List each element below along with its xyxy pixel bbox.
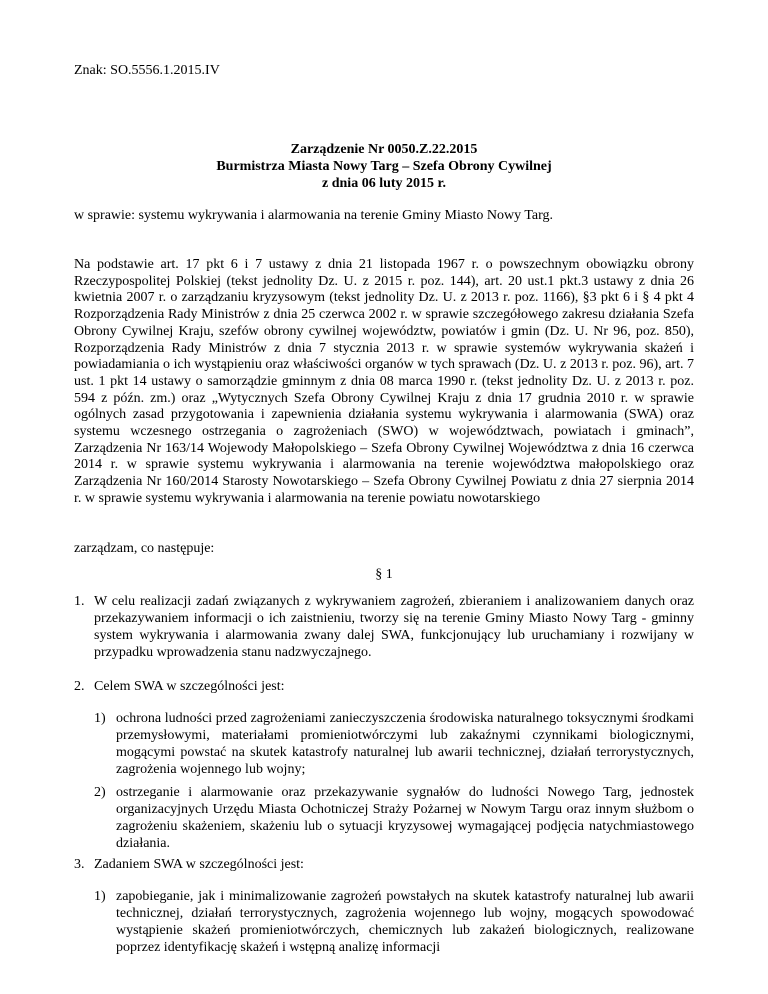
item-text: W celu realizacji zadań związanych z wykrywaniem zagrożeń, zbieraniem i analizowaniem danych oraz przekazywaniem informacji o ich zaistnieniu, tworzy się na terenie Gminy Miasto Nowy Targ - gminny system wykrywania i alarmowania zwany dalej SWA, funkcjonujący lub uruchamiany i rozwijany w przypadku wprowadzenia stanu nadzwyczajnego. — [94, 594, 694, 660]
title-line-3: z dnia 06 luty 2015 r. — [322, 176, 446, 191]
item-number: 3. — [74, 857, 85, 872]
legal-basis: Na podstawie art. 17 pkt 6 i 7 ustawy z dnia 21 listopada 1967 r. o powszechnym obowiązku obrony Rzeczypospolitej Polskiej (tekst jednolity Dz. U. z 2015 r. poz. 144), art. 20 ust.1 pkt.3 ustawy z dnia 26 kwietnia 2007 r. o zarządzaniu kryzysowym (tekst jednolity Dz. U. z 2013 r. poz. 1166), §3 pkt 6 i § 4 pkt 4 Rozporządzenia Rady Ministrów z dnia 25 czerwca 2002 r. w sprawie szczegółowego zakresu działania Szefa Obrony Cywilnej Kraju, szefów obrony cywilnej województw, powiatów i gmin (Dz. U. Nr 96, poz. 850), Rozporządzenia Rady Ministrów z dnia 7 stycznia 2013 r. w sprawie systemów wykrywania skażeń i powiadamiania o ich wystąpieniu oraz właściwości organów w tych sprawach (Dz. U. z 2013 r. poz. 96), art. 7 ust. 1 pkt 14 ustawy o samorządzie gminnym z dnia 08 marca 1990 r. (tekst jednolity Dz. U. z 2013 r. poz. 594 z późn. zm.) oraz „Wytycznych Szefa Obrony Cywilnej Kraju z dnia 17 grudnia 2010 r. w sprawie ogólnych zasad przygotowania i zapewnienia działania systemu wykrywania i alarmowania (SWA) oraz systemu wczesnego ostrzegania o zagrożeniach (SWO) w województwach, powiatach i gminach”, Zarządzenia Nr 163/14 Wojewody Małopolskiego – Szefa Obrony Cywilnej Województwa z dnia 16 czerwca 2014 r. w sprawie systemu wykrywania i alarmowania na terenie województwa małopolskiego oraz Zarządzenia Nr 160/2014 Starosty Nowotarskiego – Szefa Obrony Cywilnej Powiatu z dnia 27 sierpnia 2014 r. w sprawie systemu wykrywania i alarmowania na terenie powiatu nowotarskiego — [74, 257, 694, 506]
document-sign: Znak: SO.5556.1.2015.IV — [74, 63, 220, 78]
item-number: 2. — [74, 679, 85, 694]
title-line-1: Zarządzenie Nr 0050.Z.22.2015 — [290, 142, 478, 157]
item-text: ochrona ludności przed zagrożeniami zanieczyszczenia środowiska naturalnego toksycznymi środkami przemysłowymi, materiałami promieniotwórczymi lub zakaźnymi czynnikami biologicznymi, mogącymi powstać na skutek katastrofy naturalnej lub awarii technicznej, działań terrorystycznych, zagrożenia wojennego lub wojny; — [116, 711, 694, 777]
item-number: 2) — [94, 785, 106, 800]
item-text: zapobieganie, jak i minimalizowanie zagrożeń powstałych na skutek katastrofy naturalnej lub awarii technicznej, działań terrorystycznych, zagrożenia wojennego lub wojny, mogących spowodować wystąpienie skażeń promieniotwórczych, chemicznych lub zakażeń biologicznych, realizowane poprzez identyfikację skażeń i wstępną analizę informacji — [116, 889, 694, 955]
item-text: ostrzeganie i alarmowanie oraz przekazywanie sygnałów do ludności Nowego Targ, jednostek organizacyjnych Urzędu Miasta Ochotniczej Straży Pożarnej w Nowym Targu oraz innym służbom o zagrożeniu skażeniem, skażeniu lub o sytuacji kryzysowej wymagającej podjęcia natychmiastowego działania. — [116, 785, 694, 851]
paragraph-heading: § 1 — [375, 567, 393, 582]
item-text: Celem SWA w szczególności jest: — [94, 679, 285, 694]
decree-phrase: zarządzam, co następuje: — [74, 541, 215, 556]
item-text: Zadaniem SWA w szczególności jest: — [94, 857, 304, 872]
list-item — [94, 710, 694, 778]
document-subject: w sprawie: systemu wykrywania i alarmowania na terenie Gminy Miasto Nowy Targ. — [74, 208, 554, 223]
item-number: 1) — [94, 711, 106, 726]
list-item — [94, 888, 694, 956]
document-title — [74, 141, 694, 192]
list-item — [94, 784, 694, 852]
list-item — [74, 593, 694, 661]
item-number: 1. — [74, 594, 85, 609]
item-number: 1) — [94, 889, 106, 904]
title-line-2: Burmistrza Miasta Nowy Targ – Szefa Obrony Cywilnej — [216, 159, 552, 174]
list-item — [74, 678, 694, 695]
list-item — [74, 856, 694, 873]
